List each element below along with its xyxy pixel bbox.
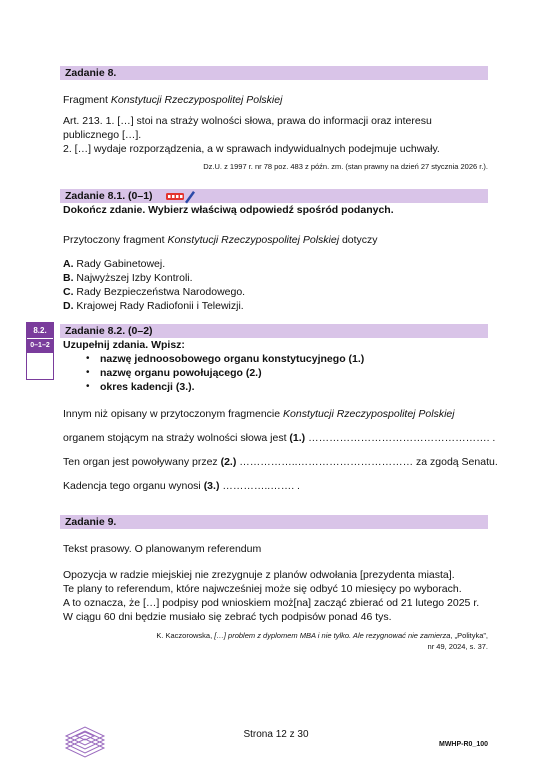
- task81-heading: Zadanie 8.1. (0–1): [65, 190, 153, 202]
- page-number: Strona 12 z 30: [243, 729, 309, 740]
- task82-bullet-2: nazwę organu powołującego (2.): [100, 367, 262, 379]
- task81-instruction: Dokończ zdanie. Wybierz właściwą odpowiedź spośród podanych.: [63, 204, 394, 216]
- fill-line-1[interactable]: organem stojącym na straży wolności słowa jest (1.) ……………………………………………. .: [63, 432, 496, 444]
- exam-code: MWHP-R0_100: [438, 741, 488, 748]
- bullet-dot-icon: •: [86, 367, 90, 378]
- press-line-2: Te plany to referendum, które najwcześniej może się odbyć 10 miesięcy po wyborach.: [63, 583, 462, 595]
- task8-heading-bar: [60, 66, 488, 80]
- fill-line-3[interactable]: Kadencja tego organu wynosi (3.) …………..……. .: [63, 480, 300, 492]
- task8-heading: Zadanie 8.: [65, 67, 117, 79]
- option-a[interactable]: A. Rady Gabinetowej.: [63, 258, 166, 270]
- task82-intro: Innym niż opisany w przytoczonym fragmencie Konstytucji Rzeczypospolitej Polskiej: [63, 408, 455, 420]
- task9-heading-bar: [60, 515, 488, 529]
- task9-source-label: Tekst prasowy. O planowanym referendum: [63, 543, 262, 555]
- article-line-1: Art. 213. 1. […] stoi na straży wolności słowa, prawa do informacji oraz interesu: [63, 115, 432, 127]
- task82-bullet-3: okres kadencji (3.).: [100, 381, 195, 393]
- task9-citation-line-2: nr 49, 2024, s. 37.: [427, 642, 488, 651]
- press-line-1: Opozycja w radzie miejskiej nie zrezygnuje z planów odwołania [prezydenta miasta].: [63, 569, 455, 581]
- score-field[interactable]: [27, 353, 53, 379]
- press-line-4: W ciągu 60 dni będzie musiało się zebrać tych podpisów ponad 46 tys.: [63, 611, 392, 623]
- score-box: [26, 322, 54, 380]
- option-c[interactable]: C. Rady Bezpieczeństwa Narodowego.: [63, 286, 246, 298]
- option-d[interactable]: D. Krajowej Rady Radiofonii i Telewizji.: [63, 300, 244, 312]
- press-line-3: A to oznacza, że […] podpisy pod wnioskiem moż[na] zacząć zbierać od 21 lutego 2025 r.: [63, 597, 480, 609]
- option-b[interactable]: B. Najwyższej Izby Kontroli.: [63, 272, 193, 284]
- task8-source-label: Fragment Konstytucji Rzeczypospolitej Polskiej: [63, 94, 283, 106]
- task9-citation-line-1: K. Kaczorowska, […] problem z dyplomem MBA i nie tylko. Ale rezygnować nie zamierza, „Polityka”,: [156, 631, 488, 640]
- task82-bullet-1: nazwę jednoosobowego organu konstytucyjnego (1.): [100, 353, 365, 365]
- task9-heading: Zadanie 9.: [65, 516, 117, 528]
- task81-stem: Przytoczony fragment Konstytucji Rzeczypospolitej Polskiej dotyczy: [63, 234, 378, 246]
- task8-citation: Dz.U. z 1997 r. nr 78 poz. 483 z późn. zm. (stan prawny na dzień 27 stycznia 2026 r.).: [203, 162, 488, 171]
- score-points: 0–1–2: [27, 339, 53, 353]
- bullet-dot-icon: •: [86, 381, 90, 392]
- task82-instruction: Uzupełnij zdania. Wpisz:: [63, 339, 185, 351]
- article-line-3: 2. […] wydaje rozporządzenia, a w sprawach indywidualnych podejmuje uchwały.: [63, 143, 440, 155]
- task82-heading: Zadanie 8.2. (0–2): [65, 325, 153, 337]
- bullet-dot-icon: •: [86, 353, 90, 364]
- score-task-number: 8.2.: [27, 323, 53, 339]
- article-line-2: publicznego […].: [63, 129, 142, 141]
- fill-line-2[interactable]: Ten organ jest powoływany przez (2.) ……………..…………………………… za zgodą Senatu.: [63, 456, 498, 468]
